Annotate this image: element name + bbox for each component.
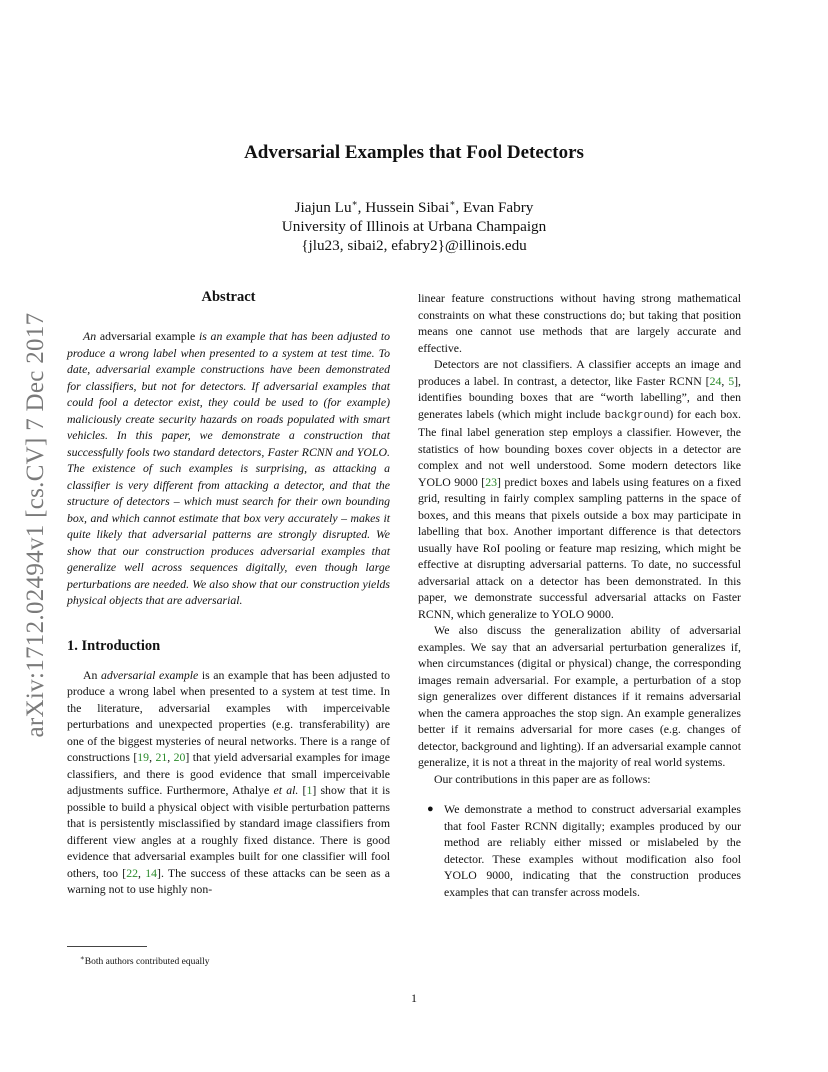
equal-contribution-mark-2: ∗ [449, 198, 456, 208]
footnote [80, 952, 210, 968]
equal-contribution-mark-1: ∗ [351, 198, 358, 208]
abstract-text: is an example that has been adjusted to produce a wrong label when presented to a system at test time. To date, adversarial example constructions have been demonstrated for classifiers, but not for detectors. If adversarial examples that could fool a detector exist, they could be used to (for example) maliciously create security hazards on roads populated with smart vehicles. In this paper, we demonstrate a construction that successfully fools two standard detectors, Faster RCNN and YOLO. The existence of such examples is surprising, as attacking a classifier is very different from attacking a detector, and that the structure of detectors – which must search for their own bounding box, and which cannot estimate that box very accurately – makes it quite likely that adversarial patterns are strongly disrupted. We show that our construction produces adversarial examples that generalize well across sequences digitally, even though large perturbations are needed. We also show that our construction yields physical objects that are adversarial. [67, 329, 391, 607]
author-block [0, 194, 828, 255]
right-p2-text-c: ) for each box. The final label generation step employs a classifier. However, the statistics of how bounding boxes cover objects in a detector are complex and not well understood. Some modern detectors like YOLO 9000 [ [418, 406, 741, 489]
citation-20[interactable]: 20 [173, 750, 186, 764]
right-p2-text-d: ] predict boxes and labels using features on a fixed grid, resulting in fairly complex sampling patterns in the space of boxes, and this means that pixels outside a box may participate in labelling that box. Another important difference is that detectors usually have RoI pooling or feature map resizing, which might be effective at disrupting adversarial patterns. To date, no successful adversarial attack on a detector has been demonstrated. In this paper, we demonstrate successful adversarial attacks on Faster RCNN, which generalize to YOLO 9000. [418, 474, 742, 621]
section-heading-introduction: 1. Introduction [67, 637, 161, 654]
author-3: Evan Fabry [462, 199, 534, 217]
intro-text-e: ]. The success of these attacks can be seen as a warning not to use highly non- [67, 865, 390, 896]
citation-14[interactable]: 14 [145, 865, 158, 880]
intro-etal: et al. [273, 783, 299, 797]
bullet-text: We demonstrate a method to construct adversarial examples that fool Faster RCNN digitally; examples produced by our method are reliably either missed or mislabeled by the detector. These examples without modification also fool YOLO 9000, indicating that the construction produces examples that can transfer across models. [444, 802, 741, 899]
page-number: 1 [411, 991, 417, 1005]
citation-21[interactable]: 21 [155, 750, 168, 764]
emails: {jlu23, sibai2, efabry2}@illinois.edu [301, 237, 527, 255]
background-label: background [604, 409, 670, 422]
arxiv-sidebar [6, 290, 66, 760]
footnote-rule [67, 946, 147, 947]
paper-title: Adversarial Examples that Fool Detectors [244, 142, 584, 163]
right-column [418, 290, 741, 900]
citation-1[interactable]: 1 [306, 783, 313, 797]
citation-24[interactable]: 24 [709, 373, 722, 388]
intro-text-d: show that it is possible to build a physical object with visible perturbation patterns that is persistently misclassified by standard image classifiers from different view angles at a roughly fixed distance. There is good evidence that adversarial examples built for one classifier will fool others, too [ [67, 783, 390, 880]
citation-23[interactable]: 23 [485, 474, 497, 489]
abstract-heading: Abstract [201, 289, 256, 305]
right-paragraph-2: Detectors are not classifiers. A classifier accepts an image and produces a label. In contrast, a detector, like Faster RCNN [24, 5], identifies bounding boxes that are “worth labelling”, and then generates labels (which might include background) for each box. The final label generation step employs a classifier. However, the statistics of how bounding boxes cover objects in a detector are complex and not well understood. Some modern detectors like YOLO 9000 [23] predict boxes and labels using features on a fixed grid, resulting in fairly complex sampling patterns in the space of boxes, and this means that pixels outside a box may participate in labelling that box. Another important difference is that detectors usually have RoI pooling or feature map resizing, which might be effective at disrupting adversarial patterns. To date, no successful adversarial attack on a detector has been demonstrated. In this paper, we demonstrate successful adversarial attacks on Faster RCNN, which generalize to YOLO 9000. [418, 357, 742, 621]
bullet-icon: ● [427, 803, 434, 815]
arxiv-identifier: arXiv:1712.02494v1 [cs.CV] 7 Dec 2017 [22, 312, 49, 738]
intro-term: adversarial example [101, 667, 199, 682]
contributions-list [418, 801, 741, 900]
intro-text-a: An [83, 667, 98, 682]
intro-paragraph: An adversarial example is an example that has been adjusted to produce a wrong label when presented to a system at test time. In the literature, adversarial examples with imperceivable perturbations and unexpected properties (e.g. transferability) are one of the biggest mysteries of neural networks. There is a range of constructions [19, 21, 20] that yield adversarial examples for image classifiers, and there is good evidence that small imperceivable adjustments suffice. Furthermore, Athalye et al. [1] show that it is possible to build a physical object with visible perturbation patterns that is persistently misclassified by standard image classifiers from different view angles at a roughly fixed distance. There is good evidence that adversarial examples built for one classifier will fool others, too [22, 14]. The success of these attacks can be seen as a warning not to use highly non- [67, 667, 391, 896]
list-item [427, 801, 741, 900]
citation-22[interactable]: 22 [126, 865, 139, 880]
citation-19[interactable]: 19 [137, 750, 150, 764]
right-p2-text-b: ], identifies bounding boxes that are “worth labelling”, and then generates labels (which might include [418, 373, 742, 421]
footnote-mark: ∗ [80, 954, 85, 962]
left-column [67, 288, 390, 898]
author-names: Jiajun Lu∗, Hussein Sibai∗, Evan Fabry [294, 198, 534, 217]
intro-text-b: is an example that has been adjusted to produce a wrong label when presented to a system at test time. In the literature, adversarial examples with imperceivable perturbations and unexpected properties (e.g. transferability) are one of the biggest mysteries of neural networks. There is a range of constructions [ [67, 667, 391, 764]
right-paragraph-1: linear feature constructions without having strong mathematical constraints on what these constructions do; but taking that position means one cannot use methods that are largely accurate and effective. [418, 291, 741, 355]
abstract-term: adversarial example [99, 329, 196, 343]
citation-5[interactable]: 5 [728, 373, 735, 388]
author-2: Hussein Sibai [365, 199, 450, 217]
author-1: Jiajun Lu [294, 199, 352, 217]
intro-text-c: ] that yield adversarial examples for image classifiers, and there is good evidence that small imperceivable adjustments suffice. Furthermore, Athalye [67, 750, 390, 797]
abstract-body [67, 328, 390, 609]
right-p2-text-a: Detectors are not classifiers. A classifier accepts an image and produces a label. In contrast, a detector, like Faster RCNN [ [418, 357, 741, 388]
right-paragraph-3: We also discuss the generalization ability of adversarial examples. We say that an adversarial perturbation generalizes if, when circumstances (digital or physical) change, the corresponding images remain adversarial. For example, a perturbation of a stop sign generalizes over different distances if it remains adversarial when the camera approaches the stop sign. An example generalizes better if it remains adversarial for more cases (e.g. changes of detector, background and lighting). If an adversarial example cannot generalize, it is not a threat in the majority of real world systems. [418, 623, 741, 769]
affiliation: University of Illinois at Urbana Champaign [281, 218, 547, 236]
abstract-pre: An [83, 329, 97, 343]
abstract-paragraph [67, 328, 390, 609]
footnote-text: Both authors contributed equally [84, 957, 210, 968]
right-paragraph-4: Our contributions in this paper are as follows: [434, 771, 651, 786]
